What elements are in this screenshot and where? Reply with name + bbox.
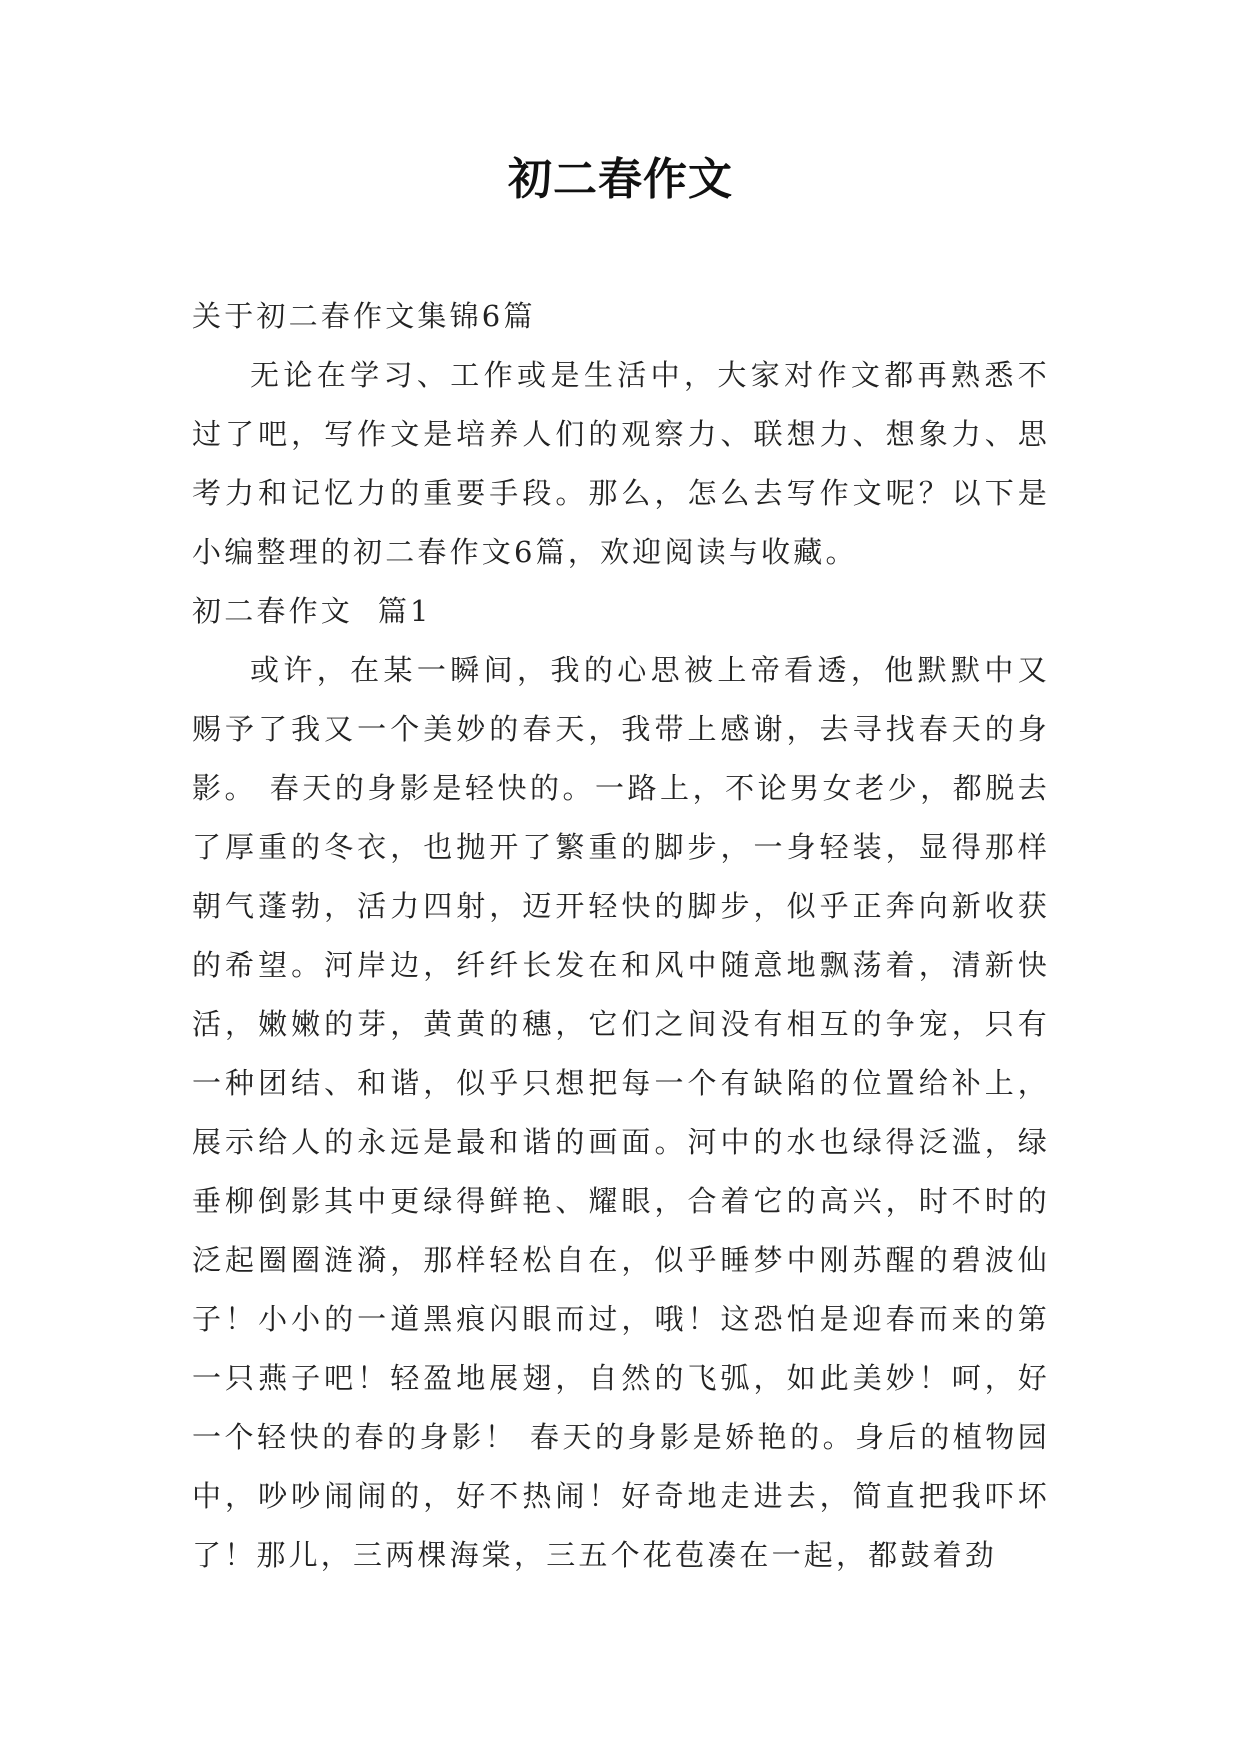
section-heading: 初二春作文 篇1 xyxy=(192,594,432,628)
intro-paragraph: 无论在学习、工作或是生活中，大家对作文都再熟悉不过了吧，写作文是培养人们的观察力、联想力、想象力、思考力和记忆力的重要手段。那么，怎么去写作文呢？以下是小编整理的初二春作文6篇，欢迎阅读与收藏。 xyxy=(192,358,1050,569)
document-title: 初二春作文 xyxy=(508,154,733,205)
document-body xyxy=(192,287,1050,1585)
section-paragraph: 或许，在某一瞬间，我的心思被上帝看透，他默默中又赐予了我又一个美妙的春天，我带上感谢，去寻找春天的身影。 春天的身影是轻快的。一路上，不论男女老少，都脱去了厚重的冬衣，也抛开了繁重的脚步，一身轻装，显得那样朝气蓬勃，活力四射，迈开轻快的脚步，似乎正奔向新收获的希望。河岸边，纤纤长发在和风中随意地飘荡着，清新快活，嫩嫩的芽，黄黄的穗，它们之间没有相互的争宠，只有一种团结、和谐，似乎只想把每一个有缺陷的位置给补上，展示给人的永远是最和谐的画面。河中的水也绿得泛滥，绿垂柳倒影其中更绿得鲜艳、耀眼，合着它的高兴，时不时的泛起圈圈涟漪，那样轻松自在，似乎睡梦中刚苏醒的碧波仙子！小小的一道黑痕闪眼而过，哦！这恐怕是迎春而来的第一只燕子吧！轻盈地展翅，自然的飞弧，如此美妙！呵，好一个轻快的春的身影！ 春天的身影是娇艳的。身后的植物园中，吵吵闹闹的，好不热闹！好奇地走进去，简直把我吓坏了！那儿，三两棵海棠，三五个花苞凑在一起，都鼓着劲 xyxy=(192,653,1050,1572)
document-subtitle: 关于初二春作文集锦6篇 xyxy=(192,299,536,333)
